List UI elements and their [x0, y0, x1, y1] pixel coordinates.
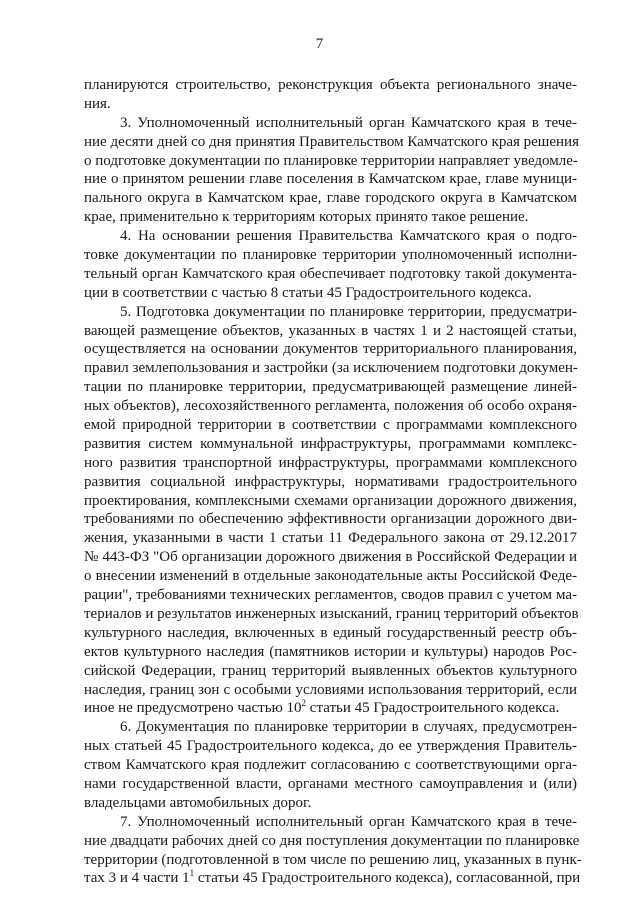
text-line: о внесении изменений в отдельные законодательные акты Российской Феде- — [84, 568, 577, 585]
text-line: емой природной территории в соответствии с программами комплексного — [84, 417, 577, 434]
text-line: вающей размещение объектов, указанных в частях 1 и 2 настоящей статьи, — [84, 322, 577, 339]
page-number: 7 — [315, 36, 324, 52]
text-segment: статьи 45 Градостроительного кодекса. — [306, 700, 560, 717]
text-line: культурного наследия, включенных в единый государственный реестр объ- — [84, 624, 577, 641]
text-line — [84, 699, 577, 718]
text-line: ектов культурного наследия (памятников истории и культуры) народов Рос- — [84, 643, 577, 660]
text-line: товке документации по планировке территории уполномоченный исполни- — [84, 247, 577, 264]
text-segment: иное не предусмотрено частью 10 — [84, 700, 302, 717]
text-line: нами государственной власти, органами местного самоуправления и (или) — [84, 775, 577, 792]
text-line: ние десяти дней со дня принятия Правительством Камчатского края решения — [84, 133, 579, 150]
text-line: 3. Уполномоченный исполнительный орган Камчатского края в тече- — [120, 114, 577, 131]
text-line: сийской Федерации, границ территорий выявленных объектов культурного — [84, 662, 577, 679]
text-line: № 443-ФЗ "Об организации дорожного движения в Российской Федерации и — [84, 549, 577, 566]
body-text — [84, 76, 582, 888]
text-line: развития социальной инфраструктуры, нормативами градостроительного — [84, 473, 577, 490]
text-line: планируются строительство, реконструкция объекта регионального значе- — [84, 77, 577, 93]
text-line: требованиями по обеспечению эффективности организации дорожного дви- — [84, 511, 577, 528]
text-line: ных статьей 45 Градостроительного кодекса, до ее утверждения Правитель- — [84, 738, 577, 755]
text-line: ния. — [84, 95, 111, 112]
text-line: 6. Документация по планировке территории в случаях, предусмотрен- — [120, 719, 577, 736]
text-line: ных объектов), лесохозяйственного регламента, положения об особо охраня- — [84, 398, 577, 415]
text-line: территории (подготовленной в том числе по решению лиц, указанных в пунк- — [84, 851, 582, 868]
text-line: тельный орган Камчатского края обеспечивает подготовку такой документа- — [84, 265, 577, 282]
text-line: тации по планировке территории, предусматривающей размещение линей- — [84, 379, 577, 396]
text-line: териалов и результатов инженерных изысканий, границ территорий объектов — [84, 605, 579, 622]
text-line: наследия, границ зон с особыми условиями использования территорий, если — [84, 681, 577, 698]
text-line: осуществляется на основании документов территориального планирования, — [84, 341, 577, 358]
text-line: проектирования, комплексными схемами организации дорожного движения, — [84, 492, 577, 509]
superscript: 1 — [189, 868, 195, 879]
superscript: 2 — [301, 698, 307, 709]
text-line: правил землепользования и застройки (за исключением подготовки докумен- — [84, 360, 578, 377]
text-line: о подготовке документации по планировке территории направляет уведомле- — [84, 152, 578, 169]
text-line: пального округа в Камчатском крае, главе городского округа в Камчатском — [84, 190, 577, 207]
text-line — [84, 868, 581, 888]
text-line: ного развития транспортной инфраструктуры, программами комплексного — [84, 454, 577, 471]
text-line: рации", требованиями технических регламентов, сводов правил с учетом ма- — [84, 587, 577, 604]
text-line: 7. Уполномоченный исполнительный орган Камчатского края в тече- — [120, 813, 577, 830]
text-line: крае, применительно к территориям которых принято такое решение. — [84, 209, 529, 226]
text-line: ние двадцати рабочих дней со дня поступления документации по планировке — [84, 832, 580, 849]
text-line: развития систем коммунальной инфраструктуры, программами комплекс- — [84, 435, 577, 452]
text-line: владельцами автомобильных дорог. — [84, 794, 312, 811]
text-line: жения, указанными в части 1 статьи 11 Федерального закона от 29.12.2017 — [84, 530, 577, 547]
text-line: ние о принятом решении главе поселения в Камчатском крае, главе муници- — [84, 171, 577, 188]
text-line: 4. На основании решения Правительства Камчатского края о подго- — [120, 228, 577, 245]
text-segment: статьи 45 Градостроительного кодекса), согласованной, при — [194, 870, 581, 887]
text-segment: тах 3 и 4 части 1 — [84, 870, 190, 887]
text-line: 5. Подготовка документации по планировке территории, предусматри- — [120, 303, 577, 320]
text-line: ством Камчатского края подлежит согласованию с соответствующими орга- — [84, 757, 577, 774]
text-line: ции в соответствии с частью 8 статьи 45 Градостроительного кодекса. — [84, 284, 532, 301]
